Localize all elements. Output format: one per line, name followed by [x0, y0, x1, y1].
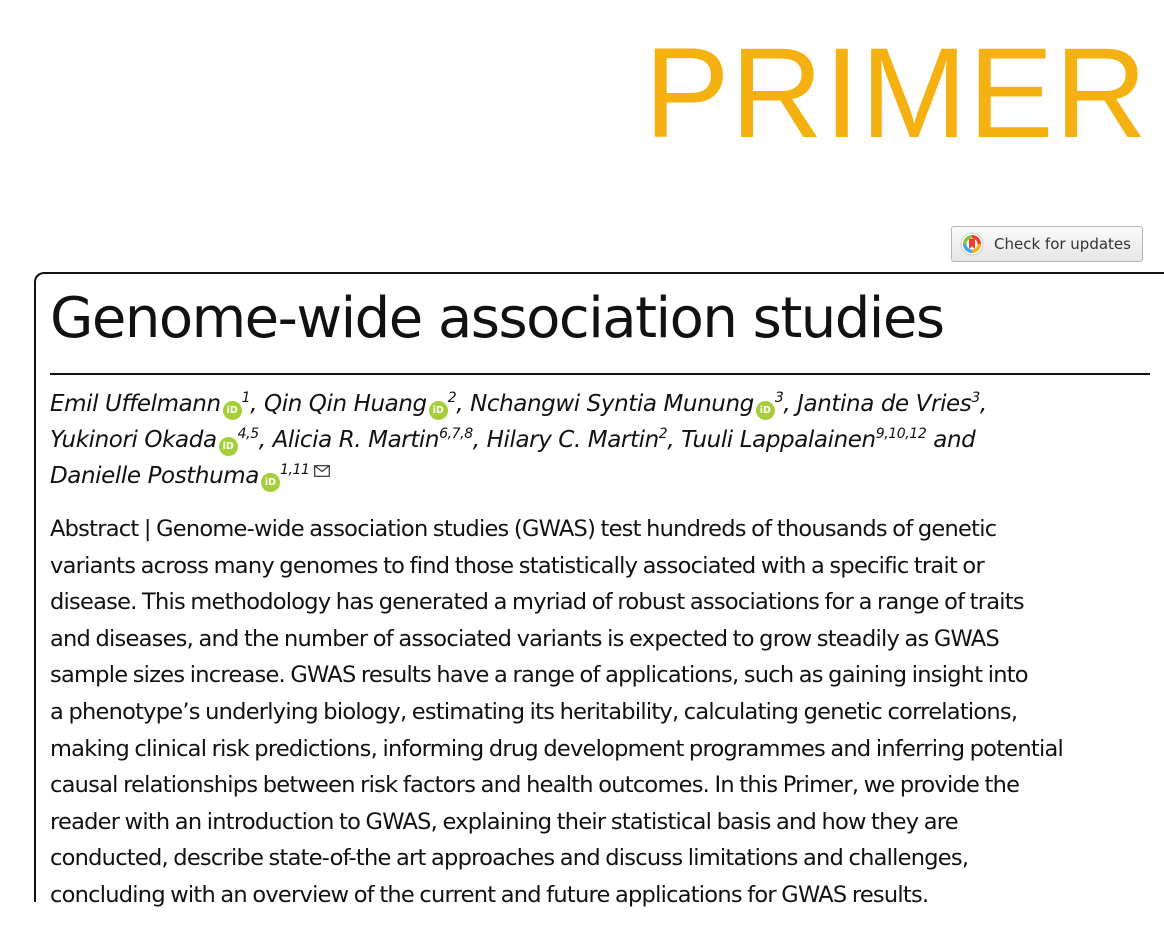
abstract — [50, 511, 1150, 914]
author-connector: and — [933, 427, 976, 453]
author-name-text: Nchangwi Syntia Munung — [470, 391, 754, 417]
author-name-text: Danielle Posthuma — [50, 463, 259, 489]
orcid-icon[interactable]: iD — [223, 401, 242, 420]
abstract-line: making clinical risk predictions, informing drug development programmes and inferring potential — [50, 735, 1063, 762]
author-name[interactable] — [681, 427, 926, 453]
abstract-line: reader with an introduction to GWAS, explaining their statistical basis and how they are — [50, 808, 958, 835]
abstract-line: concluding with an overview of the current and future applications for GWAS results. — [50, 881, 929, 908]
orcid-icon[interactable]: iD — [261, 473, 280, 492]
author-name-text: Yukinori Okada — [50, 427, 217, 453]
affiliation-superscript: 3 — [971, 390, 980, 406]
orcid-icon[interactable]: iD — [429, 401, 448, 420]
envelope-icon[interactable] — [314, 465, 330, 477]
section-label: PRIMER — [644, 22, 1148, 165]
affiliation-superscript: 3 — [774, 390, 784, 406]
author-name-text: Hilary C. Martin — [486, 427, 659, 453]
author-name[interactable] — [50, 427, 259, 453]
author-name[interactable] — [50, 463, 330, 489]
affiliation-superscript: 6,7,8 — [439, 426, 473, 442]
author-name[interactable] — [797, 391, 980, 417]
affiliation-superscript: 2 — [658, 426, 668, 442]
check-for-updates-button[interactable] — [951, 226, 1143, 262]
orcid-icon[interactable]: iD — [219, 437, 238, 456]
crossmark-icon — [960, 232, 984, 256]
author-name[interactable] — [487, 427, 668, 453]
abstract-line: and diseases, and the number of associated variants is expected to grow steadily as GWAS — [50, 625, 999, 652]
author-name-text: Emil Uffelmann — [50, 391, 221, 417]
author-name-text: Tuuli Lappalainen — [681, 427, 876, 453]
abstract-line: sample sizes increase. GWAS results have a range of applications, such as gaining insight into — [50, 662, 1028, 689]
affiliation-superscript: 1 — [241, 390, 251, 406]
author-name[interactable] — [470, 391, 783, 417]
author-name[interactable] — [273, 427, 473, 453]
affiliation-superscript: 4,5 — [237, 426, 259, 442]
article-title: Genome-wide association studies — [50, 286, 944, 351]
author-name-text: Alicia R. Martin — [272, 427, 440, 453]
affiliation-superscript: 9,10,12 — [875, 426, 927, 442]
orcid-icon[interactable]: iD — [756, 401, 775, 420]
abstract-line: Abstract | Genome-wide association studies (GWAS) test hundreds of thousands of genetic — [50, 516, 997, 542]
affiliation-superscript: 2 — [447, 390, 457, 406]
author-name[interactable] — [264, 391, 456, 417]
title-rule — [50, 373, 1150, 375]
author-name-text: Jantina de Vries — [797, 391, 972, 417]
abstract-line: a phenotype’s underlying biology, estimating its heritability, calculating genetic correlations, — [50, 698, 1018, 725]
author-name-text: Qin Qin Huang — [264, 391, 427, 417]
abstract-line: disease. This methodology has generated a myriad of robust associations for a range of traits — [50, 589, 1024, 616]
check-for-updates-label: Check for updates — [994, 235, 1131, 253]
author-list: Emil Uffelmann iD$^1$, Qin Qin Huang iD$^2$, Nchangwi Syntia Munung iD$^3$, Jantina de Vries$^3$, Yukinori Okada iD$^{4,5}$, Alicia R. Martin$^{6,7,8}$, Hilary C. Martin$^2$, Tuuli Lappalainen$^{9,10,12}$ and Danielle Posthuma iD$^{1,11}$ — [50, 386, 1140, 494]
abstract-line: causal relationships between risk factors and health outcomes. In this Primer, we provide the — [50, 772, 1020, 799]
abstract-line: variants across many genomes to find those statistically associated with a specific trait or — [50, 552, 984, 579]
abstract-line: conducted, describe state-of-the art approaches and discuss limitations and challenges, — [50, 845, 969, 872]
affiliation-superscript: 1,11 — [279, 462, 310, 478]
author-name[interactable] — [50, 391, 250, 417]
